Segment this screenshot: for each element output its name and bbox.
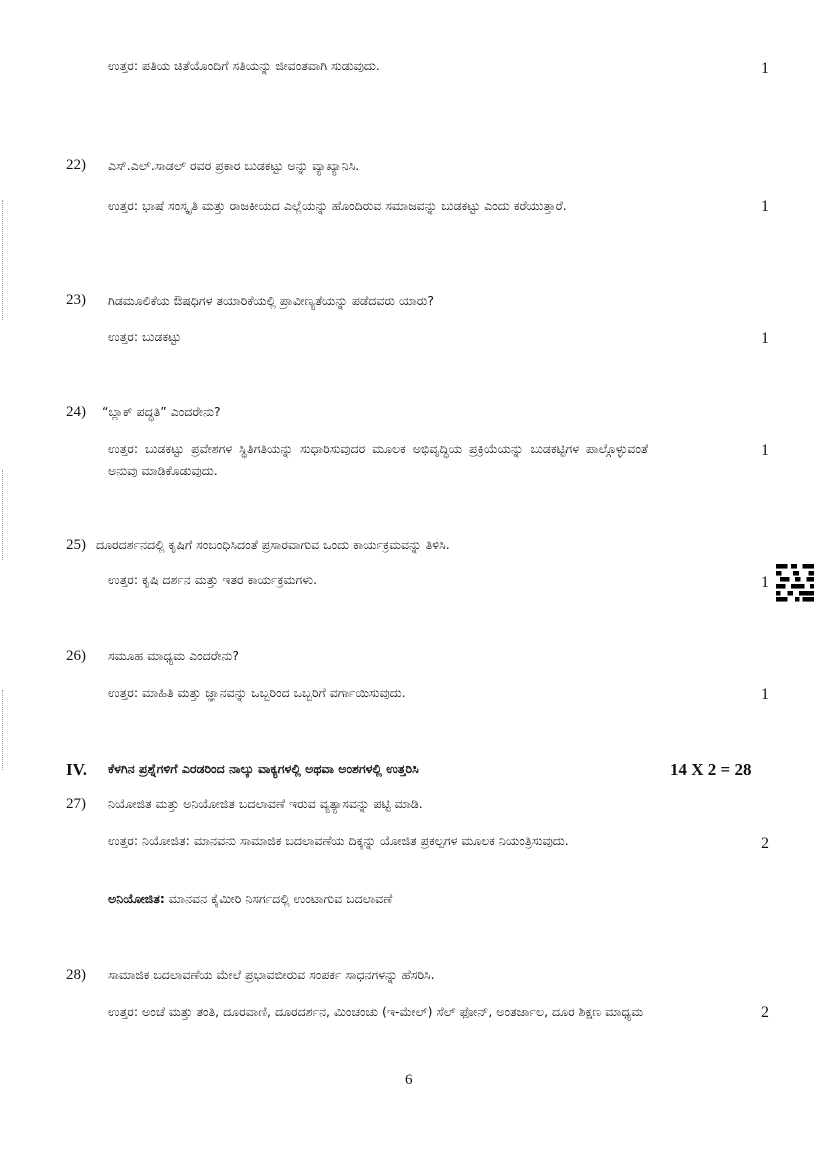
answer-label: ಅನಿಯೋಜಿತ:	[108, 891, 165, 906]
marks-value: 1	[761, 330, 769, 347]
question-text: ಸಮೂಹ ಮಾಧ್ಯಮ ಎಂದರೇನು?	[108, 648, 240, 663]
answer-text: ಉತ್ತರ: ಕೃಷಿ ದರ್ಶನ ಮತ್ತು ಇತರ ಕಾರ್ಯಕ್ರಮಗಳು.	[108, 572, 318, 587]
question-number: 28)	[66, 967, 86, 983]
marks-value: 1	[761, 198, 769, 215]
answer-text: ಉತ್ತರ: ಮಾಹಿತಿ ಮತ್ತು ಜ್ಞಾನವನ್ನು ಒಬ್ಬರಿಂದ ಒಬ್ಬರಿಗೆ ವರ್ಗಾಯಿಸುವುದು.	[108, 685, 406, 700]
section-instruction: ಕೆಳಗಿನ ಪ್ರಶ್ನೆಗಳಿಗೆ ಎರಡರಿಂದ ನಾಲ್ಕು ವಾಕ್ಯಗಳಲ್ಲಿ ಅಥವಾ ಅಂಶಗಳಲ್ಲಿ ಉತ್ತರಿಸಿ	[108, 761, 419, 776]
question-number: 23)	[66, 292, 86, 308]
marks-value: 1	[761, 574, 769, 591]
question-text: ಸಾಮಾಜಿಕ ಬದಲಾವಣೆಯ ಮೇಲೆ ಪ್ರಭಾವಬೀರುವ ಸಂಪರ್ಕ ಸಾಧನಗಳನ್ನು ಹೆಸರಿಸಿ.	[108, 967, 435, 982]
answer-text: ಉತ್ತರ: ಭಾಷೆ ಸಂಸ್ಕೃತಿ ಮತ್ತು ರಾಜಕೀಯದ ಎಲ್ಲೆಯನ್ನು ಹೊಂದಿರುವ ಸಮಾಜವನ್ನು ಬುಡಕಟ್ಟು ಎಂದು ಕರೆಯುತ್ತಾರೆ.	[108, 198, 567, 213]
question-number: 24)	[66, 404, 86, 420]
answer-text: ಉತ್ತರ: ಬುಡಕಟ್ಟು ಪ್ರವೇಶಗಳ ಸ್ಥಿತಿಗತಿಯನ್ನು ಸುಧಾರಿಸುವುದರ ಮೂಲಕ ಅಭಿವೃದ್ಧಿಯ ಪ್ರಕ್ರಿಯೆಯನ್ನು ಬುಡಕಟ್ಟಿಗಳ ಪಾಲ್ಗೊಳ್ಳುವಂತೆ ಅನುವು ಮಾಡಿಕೊಡುವುದು.	[108, 441, 648, 478]
marks-value: 1	[761, 60, 769, 77]
marks-value: 2	[761, 1004, 769, 1021]
marks-value: 1	[761, 442, 769, 459]
section-marks: 14 X 2 = 28	[670, 760, 752, 779]
marks-value: 1	[761, 686, 769, 703]
answer-text: ಉತ್ತರ: ಅಂಚೆ ಮತ್ತು ತಂತಿ, ದೂರವಾಣಿ, ದೂರದರ್ಶನ, ಮಿಂಚಂಚು (ಇ-ಮೇಲ್) ಸೆಲ್ ಫೋನ್, ಅಂತರ್ಜಾಲ, ದೂರ ಶಿಕ್ಷಣ ಮಾಧ್ಯಮ	[108, 1004, 644, 1019]
page-number: 6	[405, 1072, 413, 1088]
answer-text: ಉತ್ತರ: ಪತಿಯ ಚಿತೆಯೊಂದಿಗೆ ಸತಿಯನ್ನು ಜೀವಂತವಾಗಿ ಸುಡುವುದು.	[108, 58, 380, 73]
question-text: ದೂರದರ್ಶನದಲ್ಲಿ ಕೃಷಿಗೆ ಸಂಬಂಧಿಸಿದಂತೆ ಪ್ರಸಾರವಾಗುವ ಒಂದು ಕಾರ್ಯಕ್ರಮವನ್ನು ತಿಳಿಸಿ.	[96, 537, 450, 552]
question-number: 26)	[66, 648, 86, 664]
marks-value: 2	[761, 835, 769, 852]
question-text: ಎಸ್.ಎಲ್.ಸಾಡಲ್ ರವರ ಪ್ರಕಾರ ಬುಡಕಟ್ಟು ಅನ್ನು ವ್ಯಾಖ್ಯಾನಿಸಿ.	[108, 158, 360, 173]
answer-text	[108, 888, 392, 910]
question-number: 25)	[66, 537, 86, 553]
answer-text: ಉತ್ತರ: ಬುಡಕಟ್ಟು	[108, 329, 182, 344]
margin-dots	[2, 200, 4, 320]
section-label: IV.	[66, 760, 87, 779]
margin-dots	[2, 690, 4, 770]
question-text: ನಿಯೋಜಿತ ಮತ್ತು ಅನಿಯೋಜಿತ ಬದಲಾವಣೆ ಇರುವ ವ್ಯತ್ಯಾಸವನ್ನು ಪಟ್ಟಿ ಮಾಡಿ.	[108, 796, 423, 811]
answer-text: ಉತ್ತರ: ನಿಯೋಜಿತ: ಮಾನವನು ಸಾಮಾಜಿಕ ಬದಲಾವಣೆಯ ದಿಕ್ಕನ್ನು ಯೋಜಿತ ಪ್ರಕಲ್ಪಗಳ ಮೂಲಕ ನಿಯಂತ್ರಿಸುವುದು.	[108, 833, 569, 848]
margin-dots	[2, 470, 4, 560]
question-text: ಗಿಡಮೂಲಿಕೆಯ ಔಷಧಿಗಳ ತಯಾರಿಕೆಯಲ್ಲಿ ಪ್ರಾವೀಣ್ಯತೆಯನ್ನು ಪಡೆದವರು ಯಾರು?	[108, 293, 434, 308]
qr-code	[776, 564, 814, 602]
question-number: 22)	[66, 157, 86, 173]
question-text: “ಬ್ಲಾಕ್ ಪದ್ಧತಿ” ಎಂದರೇನು?	[102, 404, 221, 419]
question-number: 27)	[66, 796, 86, 812]
answer-detail: ಮಾನವನ ಕೈಮೀರಿ ನಿಸರ್ಗದಲ್ಲಿ ಉಂಟಾಗುವ ಬದಲಾವಣೆ	[164, 891, 393, 906]
